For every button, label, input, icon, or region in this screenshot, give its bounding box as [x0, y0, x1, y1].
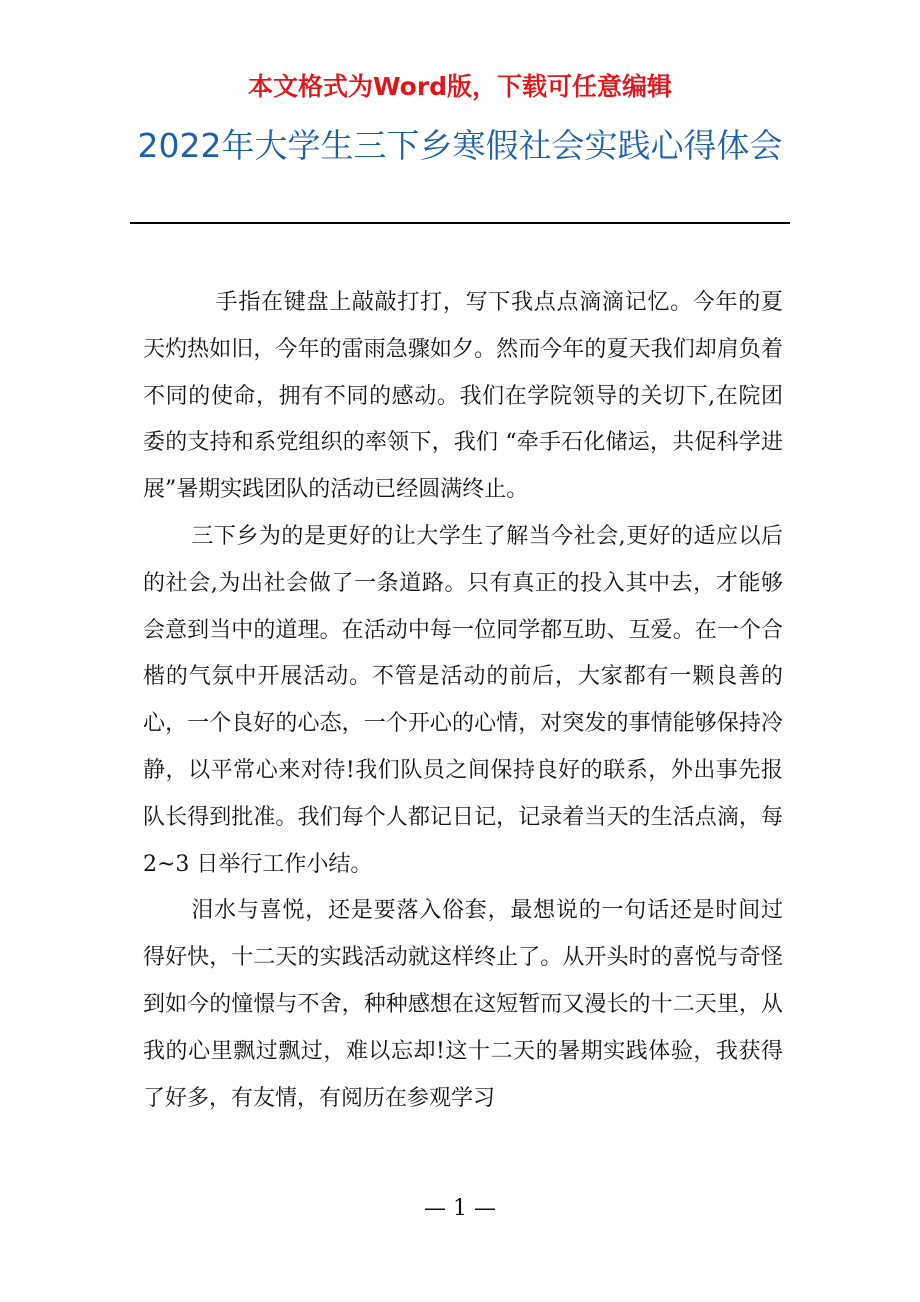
- document-title: 2022年大学生三下乡寒假社会实践心得体会: [137, 126, 783, 165]
- page-number: — 1 —: [424, 1196, 496, 1221]
- body-paragraph-2: 三下乡为的是更好的让大学生了解当今社会,更好的适应以后的社会,为出社会做了一条道路。只有真正的投入其中去，才能够会意到当中的道理。在活动中每一位同学都互助、互爱。在一个合楷的气氛中开展活动。不管是活动的前后，大家都有一颗良善的心，一个良好的心态，一个开心的心情，对突发的事情能够保持冷静，以平常心来对待!我们队员之间保持良好的联系，外出事先报队长得到批准。我们每个人都记日记，记录着当天的生活点滴，每 2~3 日举行工作小结。: [143, 523, 783, 877]
- title-divider: [130, 222, 790, 224]
- body-paragraph-1: 手指在键盘上敲敲打打，写下我点点滴滴记忆。今年的夏天灼热如旧，今年的雷雨急骤如夕。然而今年的夏天我们却肩负着不同的使命，拥有不同的感动。我们在学院领导的关切下,在院团委的支持和系党组织的率领下，我们 “牵手石化储运，共促科学进展”暑期实践团队的活动已经圆满终止。: [143, 290, 783, 503]
- document-body: [143, 280, 783, 1122]
- format-notice-banner: 本文格式为Word版，下载可任意编辑: [247, 72, 673, 101]
- body-paragraph-3: 泪水与喜悦，还是要落入俗套，最想说的一句话还是时间过得好快，十二天的实践活动就这样终止了。从开头时的喜悦与奇怪到如今的憧憬与不舍，种种感想在这短暂而又漫长的十二天里，从我的心里飘过飘过，难以忘却!这十二天的暑期实践体验，我获得了好多，有友情，有阅历在参观学习: [143, 898, 783, 1111]
